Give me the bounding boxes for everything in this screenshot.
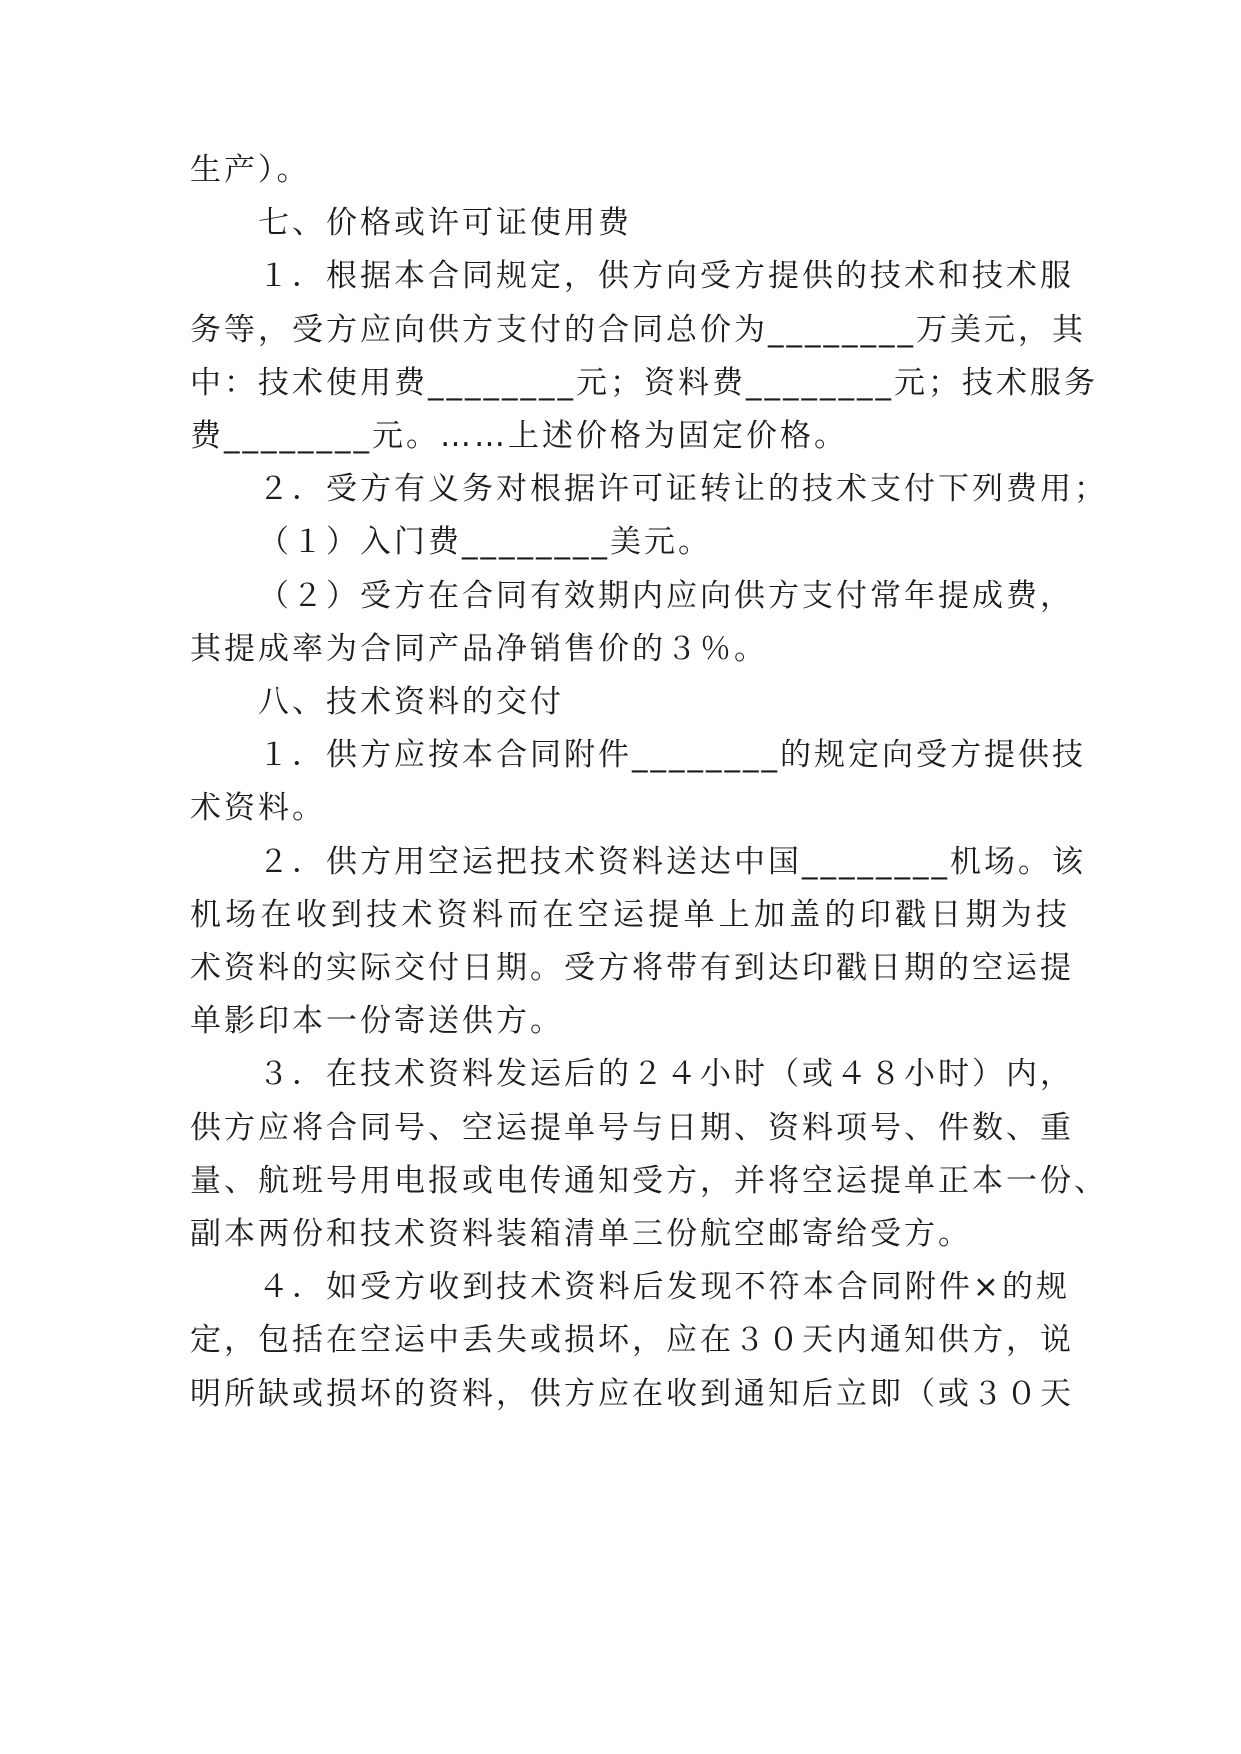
section-heading: 八、技术资料的交付 (258, 684, 564, 720)
text-line: 机场在收到技术资料而在空运提单上加盖的印戳日期为技 (190, 897, 1070, 933)
text-line: （１）入门费________美元。 (258, 524, 712, 560)
text-line: ４．如受方收到技术资料后发现不符本合同附件×的规 (258, 1269, 1070, 1305)
text-line: １．根据本合同规定，供方向受方提供的技术和技术服 (258, 258, 1074, 294)
text-line: 务等，受方应向供方支付的合同总价为________万美元，其 (190, 312, 1086, 348)
text-line: ２．受方有义务对根据许可证转让的技术支付下列费用； (258, 471, 1108, 507)
text-line: 副本两份和技术资料装箱清单三份航空邮寄给受方。 (190, 1216, 972, 1252)
text-line: 术资料。 (190, 790, 326, 826)
text-line: 生产）。 (190, 152, 311, 188)
text-line: ２．供方用空运把技术资料送达中国________机场。该 (258, 844, 1086, 880)
text-line: 费________元。……上述价格为固定价格。 (190, 418, 848, 454)
text-line: １．供方应按本合同附件________的规定向受方提供技 (258, 737, 1086, 773)
text-line: 量、航班号用电报或电传通知受方，并将空运提单正本一份、 (190, 1163, 1108, 1199)
text-line: 供方应将合同号、空运提单号与日期、资料项号、件数、重 (190, 1110, 1074, 1146)
text-line: 明所缺或损坏的资料，供方应在收到通知后立即（或３０天 (190, 1376, 1074, 1412)
section-heading: 七、价格或许可证使用费 (258, 205, 632, 241)
text-line: 术资料的实际交付日期。受方将带有到达印戳日期的空运提 (190, 950, 1074, 986)
text-line: 单影印本一份寄送供方。 (190, 1003, 564, 1039)
text-line: 其提成率为合同产品净销售价的３％。 (190, 631, 768, 667)
text-line: 中：技术使用费________元；资料费________元；技术服务 (190, 365, 1098, 401)
text-line: ３．在技术资料发运后的２４小时（或４８小时）内， (258, 1056, 1074, 1092)
text-line: （２）受方在合同有效期内应向供方支付常年提成费， (258, 578, 1074, 614)
text-line: 定，包括在空运中丢失或损坏，应在３０天内通知供方，说 (190, 1322, 1074, 1358)
